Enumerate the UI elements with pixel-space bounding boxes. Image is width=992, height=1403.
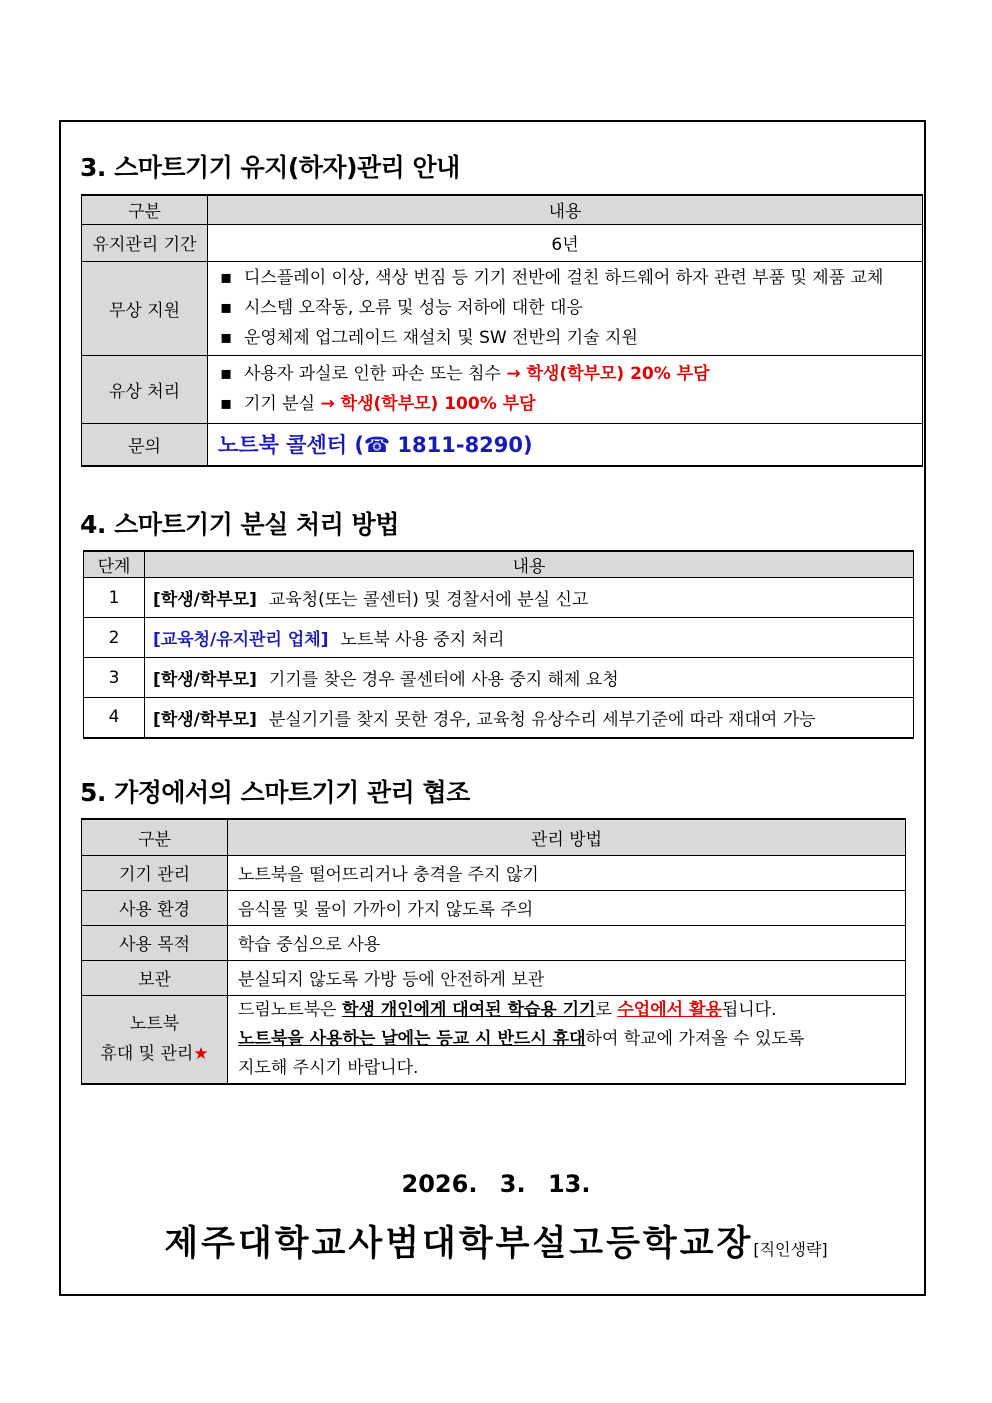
section3-title: 3. 스마트기기 유지(하자)관리 안내 (80, 153, 460, 182)
section4-title: 4. 스마트기기 분실 처리 방법 (80, 510, 399, 539)
header-method: 관리 방법 (228, 819, 906, 855)
step-text: 기기를 찾은 경우 콜센터에 사용 중지 해제 요청 (268, 670, 619, 690)
header-category: 구분 (82, 195, 208, 224)
step-actor: [학생/학부모] (153, 590, 257, 610)
free-item: ▪ 시스템 오작동, 오류 및 성능 저하에 대한 대응 (220, 293, 922, 323)
header-step: 단계 (84, 551, 145, 578)
carry-text-part: 됩니다. (721, 999, 777, 1020)
step-actor: [학생/학부모] (153, 709, 257, 730)
carry-line2 (238, 1025, 905, 1054)
contact-cell (208, 423, 923, 466)
signature-line (0, 1216, 992, 1266)
issue-date: 2026. 3. 13. (401, 1170, 591, 1198)
star-icon: ★ (193, 1044, 209, 1065)
header-category: 구분 (82, 819, 228, 855)
care-text: 학습 중심으로 사용 (228, 925, 906, 960)
care-label: 사용 환경 (82, 890, 228, 925)
contact-label: 문의 (82, 423, 208, 466)
carry-label (82, 995, 228, 1084)
step-content (145, 698, 914, 738)
step-number: 4 (84, 698, 145, 738)
loss-procedure-table (83, 550, 914, 739)
paid-item-highlight: → 학생(학부모) 20% 부담 (506, 364, 710, 384)
care-label: 사용 목적 (82, 925, 228, 960)
care-label: 보관 (82, 960, 228, 995)
period-label: 유지관리 기간 (82, 224, 208, 261)
paid-item-text: 기기 분실 (244, 394, 321, 414)
contact-value: 노트북 콜센터 (☎ 1811-8290) (218, 433, 533, 458)
step-actor: [학생/학부모] (153, 670, 257, 690)
paid-item-highlight: → 학생(학부모) 100% 부담 (320, 394, 536, 414)
carry-text-underline-red: 수업에서 활용 (617, 999, 722, 1020)
school-principal: 제주대학교사범대학부설고등학교장 (164, 1224, 754, 1264)
period-value: 6년 (208, 224, 923, 261)
home-care-table (81, 818, 906, 1085)
carry-label-line1: 노트북 (129, 1014, 180, 1035)
carry-text-part: 드림노트북은 (238, 999, 342, 1020)
step-number: 1 (84, 578, 145, 618)
free-item: ▪ 디스플레이 이상, 색상 번짐 등 기기 전반에 걸친 하드웨어 하자 관련 부품 및 제품 교체 (220, 263, 922, 293)
paid-item (220, 359, 922, 389)
care-text: 노트북을 떨어뜨리거나 충격을 주지 않기 (228, 855, 906, 890)
carry-text (228, 995, 906, 1084)
paid-item-text: 사용자 과실로 인한 파손 또는 침수 (244, 364, 507, 384)
maintenance-table (81, 194, 923, 467)
step-actor: [교육청/유지관리 업체] (153, 630, 329, 650)
step-content (145, 578, 914, 618)
free-support-label: 무상 지원 (82, 261, 208, 355)
care-text: 음식물 및 물이 가까이 가지 않도록 주의 (228, 890, 906, 925)
free-item: ▪ 운영체제 업그레이드 재설치 및 SW 전반의 기술 지원 (220, 323, 922, 353)
step-number: 2 (84, 618, 145, 658)
carry-text-underline: 학생 개인에게 대여된 학습용 기기 (341, 999, 596, 1020)
carry-line3: 지도해 주시기 바랍니다. (238, 1057, 419, 1078)
step-text: 분실기기를 찾지 못한 경우, 교육청 유상수리 세부기준에 따라 재대여 가능 (268, 709, 816, 730)
step-text: 노트북 사용 중지 처리 (340, 630, 505, 650)
step-number: 3 (84, 658, 145, 698)
paid-label: 유상 처리 (82, 355, 208, 423)
carry-label-line2: 휴대 및 관리 (100, 1044, 194, 1065)
section5-title: 5. 가정에서의 스마트기기 관리 협조 (80, 778, 470, 807)
free-support-list (208, 261, 923, 355)
carry-text-part: 하여 학교에 가져올 수 있도록 (585, 1028, 805, 1049)
carry-line1 (238, 996, 905, 1025)
carry-text-underline: 노트북을 사용하는 날에는 등교 시 반드시 휴대 (238, 1028, 586, 1049)
header-content: 내용 (208, 195, 923, 224)
care-label: 기기 관리 (82, 855, 228, 890)
paid-list (208, 355, 923, 423)
step-content (145, 658, 914, 698)
carry-label-line2-wrap (82, 1039, 227, 1069)
step-text: 교육청(또는 콜센터) 및 경찰서에 분실 신고 (268, 590, 589, 610)
step-content (145, 618, 914, 658)
paid-item (220, 389, 922, 419)
carry-text-part: 로 (595, 999, 618, 1020)
care-text: 분실되지 않도록 가방 등에 안전하게 보관 (228, 960, 906, 995)
header-content: 내용 (145, 551, 914, 578)
seal-note: [직인생략] (753, 1240, 828, 1259)
